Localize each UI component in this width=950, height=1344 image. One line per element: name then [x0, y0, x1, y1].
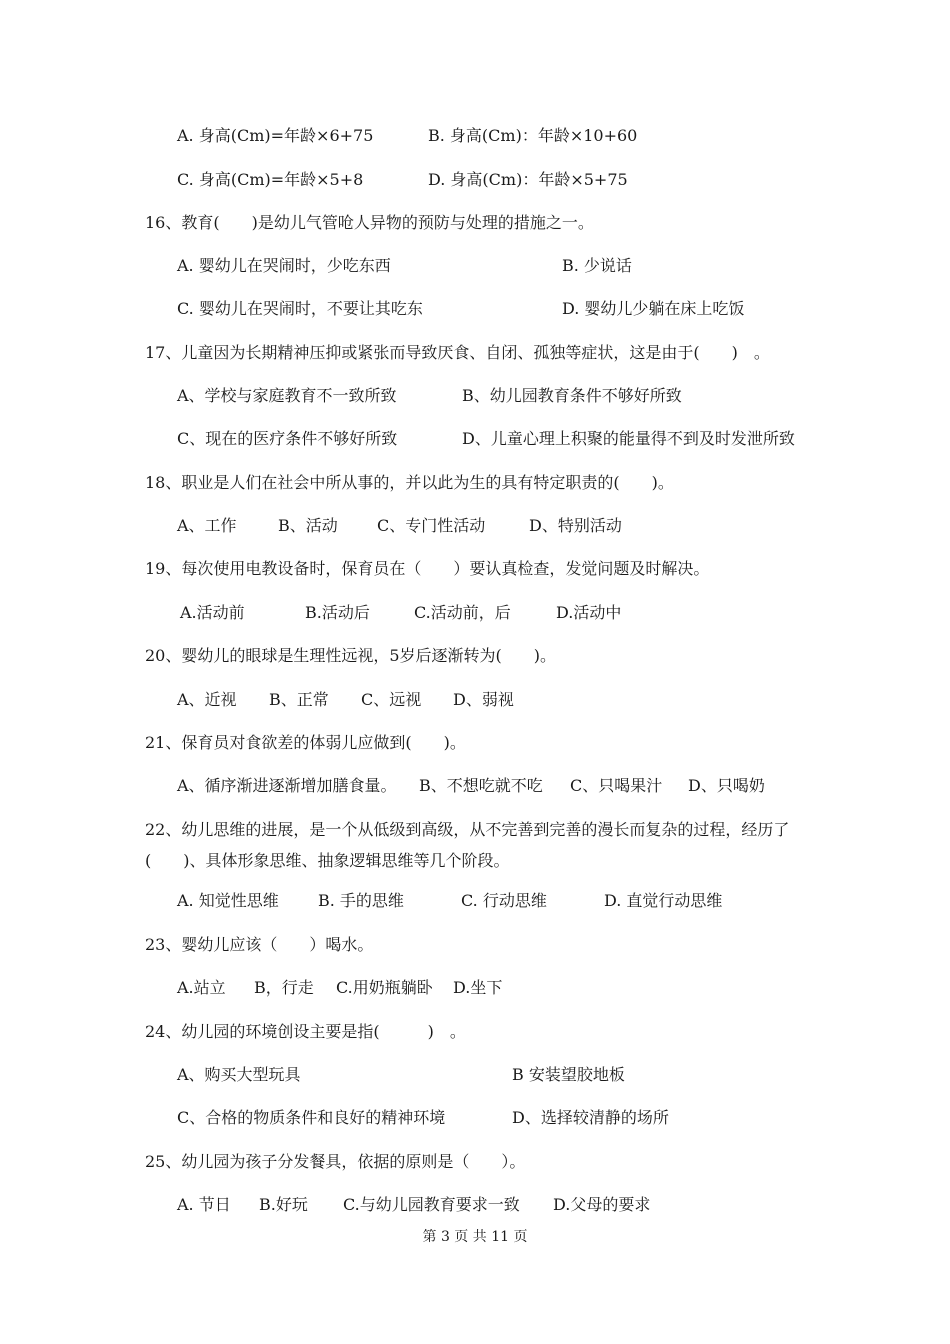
q21-option-c: C、只喝果汁: [570, 776, 663, 795]
q23-option-a: A.站立: [177, 978, 226, 997]
q24-option-b: B 安装望胶地板: [512, 1065, 625, 1084]
question-22: 22、幼儿思维的进展，是一个从低级到高级，从不完善到完善的漫长而复杂的过程，经历了( )、具体形象思维、抽象逻辑思维等几个阶段。: [145, 820, 790, 870]
q20-option-b: B、正常: [269, 690, 329, 709]
q20-option-c: C、远视: [361, 690, 422, 709]
question-18: 18、职业是人们在社会中所从事的，并以此为生的具有特定职责的( )。: [145, 473, 674, 492]
q18-option-d: D、特别活动: [529, 516, 622, 535]
q18-option-c: C、专门性活动: [377, 516, 486, 535]
q21-option-a: A、循序渐进逐渐增加膳食量。: [177, 776, 397, 795]
q25-option-a: A. 节日: [177, 1195, 231, 1214]
q23-option-c: C.用奶瓶躺卧: [336, 978, 433, 997]
question-21: 21、保育员对食欲差的体弱儿应做到( )。: [145, 733, 466, 752]
q17-option-c: C、现在的医疗条件不够好所致: [177, 429, 398, 448]
q16-option-a: A. 婴幼儿在哭闹时，少吃东西: [177, 256, 391, 275]
q16-option-d: D. 婴幼儿少躺在床上吃饭: [562, 299, 745, 318]
q17-option-d: D、儿童心理上积聚的能量得不到及时发泄所致: [462, 429, 795, 448]
q22-option-b: B. 手的思维: [318, 891, 404, 910]
q25-option-b: B.好玩: [259, 1195, 308, 1214]
q22-option-d: D. 直觉行动思维: [604, 891, 723, 910]
q20-option-a: A、近视: [177, 690, 237, 709]
q19-option-c: C.活动前，后: [414, 603, 511, 622]
q17-option-b: B、幼儿园教育条件不够好所致: [462, 386, 682, 405]
page-number-footer: 第 3 页 共 11 页: [422, 1229, 528, 1245]
question-17: 17、儿童因为长期精神压抑或紧张而导致厌食、自闭、孤独等症状，这是由于( ) 。: [145, 343, 770, 362]
q25-option-c: C.与幼儿园教育要求一致: [343, 1195, 520, 1214]
q15-option-b: B. 身高(Cm)：年龄×10+60: [428, 126, 638, 145]
question-24: 24、幼儿园的环境创设主要是指( ) 。: [145, 1022, 466, 1041]
q24-option-d: D、选择较清静的场所: [512, 1108, 669, 1127]
q21-option-d: D、只喝奶: [688, 776, 765, 795]
question-25: 25、幼儿园为孩子分发餐具，依据的原则是（ ）。: [145, 1152, 526, 1171]
q18-option-a: A、工作: [177, 516, 237, 535]
q19-option-d: D.活动中: [556, 603, 622, 622]
q21-option-b: B、不想吃就不吃: [419, 776, 543, 795]
question-16: 16、教育( )是幼儿气管呛人异物的预防与处理的措施之一。: [145, 213, 594, 232]
q17-option-a: A、学校与家庭教育不一致所致: [177, 386, 397, 405]
question-20: 20、婴幼儿的眼球是生理性远视，5岁后逐渐转为( )。: [145, 646, 557, 665]
q23-option-b: B，行走: [254, 978, 314, 997]
q20-option-d: D、弱视: [453, 690, 514, 709]
q24-option-c: C、合格的物质条件和良好的精神环境: [177, 1108, 446, 1127]
q19-option-a: A.活动前: [180, 603, 245, 622]
q16-option-b: B. 少说话: [562, 256, 632, 275]
q19-option-b: B.活动后: [305, 603, 370, 622]
q15-option-a: A. 身高(Cm)=年龄×6+75: [177, 126, 374, 145]
q23-option-d: D.坐下: [453, 978, 503, 997]
q25-option-d: D.父母的要求: [553, 1195, 651, 1214]
q22-option-a: A. 知觉性思维: [177, 891, 279, 910]
q22-option-c: C. 行动思维: [461, 891, 547, 910]
q18-option-b: B、活动: [278, 516, 338, 535]
question-19: 19、每次使用电教设备时，保育员在（ ）要认真检查，发觉问题及时解决。: [145, 559, 710, 578]
q15-option-c: C. 身高(Cm)=年龄×5+8: [177, 170, 364, 189]
q24-option-a: A、购买大型玩具: [177, 1065, 301, 1084]
q15-option-d: D. 身高(Cm)：年龄×5+75: [428, 170, 628, 189]
question-23: 23、婴幼儿应该（ ）喝水。: [145, 935, 374, 954]
q16-option-c: C. 婴幼儿在哭闹时，不要让其吃东: [177, 299, 423, 318]
